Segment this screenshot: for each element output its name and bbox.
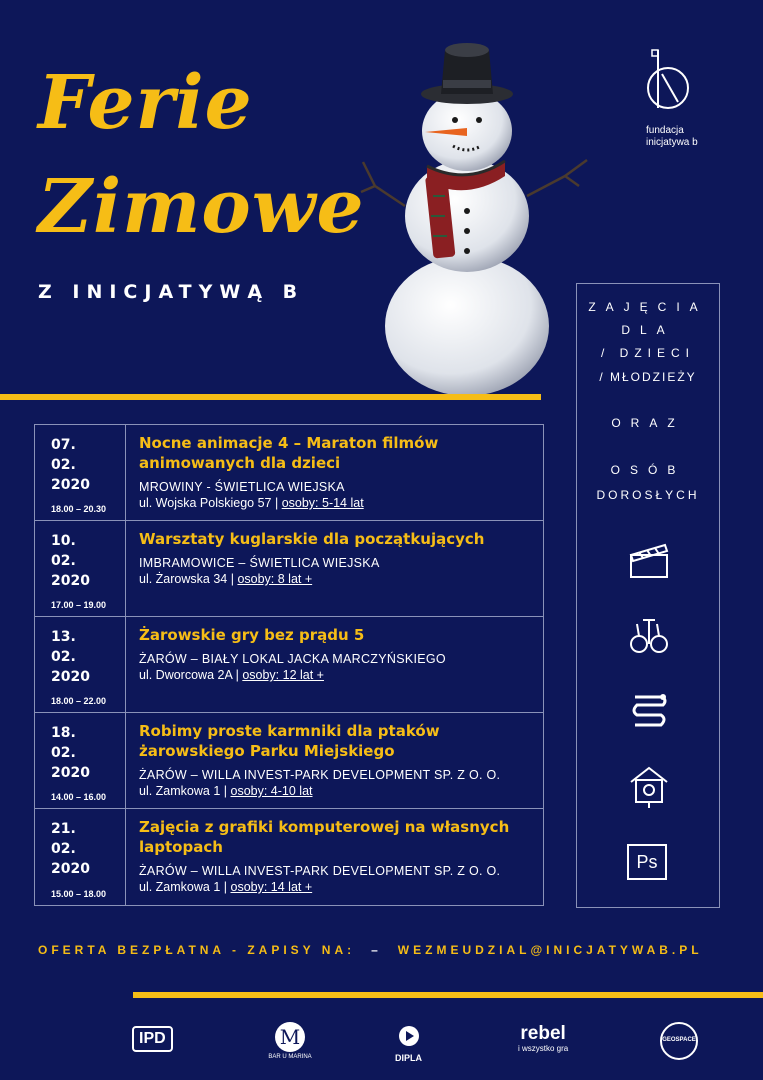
offer-text: OFERTA BEZPŁATNA - ZAPISY NA: [38, 943, 356, 957]
bar-u-marina-logo [268, 1022, 312, 1060]
rebel-logo [518, 1024, 568, 1053]
dipla-text: DIPLA [395, 1053, 422, 1063]
event-hours: 14.00 – 16.00 [51, 792, 107, 802]
rebel-subtext: i wszystko gra [518, 1044, 569, 1053]
event-name: Nocne animacje 4 – Maraton filmów animowanych dla dzieci [139, 434, 439, 472]
event-date [35, 425, 126, 520]
dipla-logo [395, 1024, 422, 1063]
event-address: ul. Wojska Polskiego 57 | [139, 496, 279, 510]
event-row [35, 521, 543, 617]
event-place: IMBRAMOWICE – ŚWIETLICA WIEJSKA [139, 556, 380, 570]
event-date [35, 617, 126, 712]
event-date [35, 713, 126, 808]
geospace-text: GEOSPACE [662, 1037, 696, 1043]
bar-name: BAR U MARINA [268, 1054, 312, 1060]
sidebar-text-mlodziezy: / MŁODZIEŻY [599, 370, 697, 384]
divider-bar-bottom [133, 992, 763, 998]
inicjatywa-b-logo-icon [638, 44, 698, 114]
event-info [126, 617, 543, 712]
offer-dash: – [371, 943, 382, 957]
event-age: osoby: 12 lat + [242, 668, 324, 682]
birdhouse-icon [627, 764, 671, 808]
event-address: ul. Zamkowa 1 | [139, 784, 228, 798]
title-ferie: Ferie [38, 60, 253, 146]
sidebar-text-zajecia: ZAJĘCIA [588, 300, 708, 314]
event-hours: 15.00 – 18.00 [51, 889, 107, 899]
snakes-board-game-icon [627, 689, 671, 733]
event-place: MROWINY - ŚWIETLICA WIEJSKA [139, 480, 345, 494]
event-name: Warsztaty kuglarskie dla początkujących [139, 530, 485, 548]
event-place: ŻARÓW – WILLA INVEST-PARK DEVELOPMENT SP. Z O. O. [139, 864, 501, 878]
event-row [35, 617, 543, 713]
sidebar-text-dla: DLA [621, 323, 675, 337]
event-hours: 18.00 – 20.30 [51, 504, 107, 514]
sidebar-text-dzieci: / DZIECI [600, 346, 695, 360]
event-month: 02. [51, 553, 76, 569]
event-year: 2020 [51, 669, 90, 685]
title-zimowe: Zimowe [38, 164, 365, 250]
event-year: 2020 [51, 573, 90, 589]
event-day: 21. [51, 821, 76, 837]
event-row [35, 809, 543, 905]
event-address: ul. Zamkowa 1 | [139, 880, 228, 894]
sidebar-text-osob: OSÓB [610, 463, 686, 477]
event-hours: 18.00 – 22.00 [51, 696, 107, 706]
footer-offer [38, 943, 703, 957]
event-month: 02. [51, 745, 76, 761]
event-day: 07. [51, 437, 76, 453]
event-date [35, 809, 126, 905]
snowman-illustration [355, 36, 595, 396]
events-table [34, 424, 544, 906]
event-day: 10. [51, 533, 76, 549]
event-age: osoby: 8 lat + [237, 572, 313, 586]
event-hours: 17.00 – 19.00 [51, 600, 107, 610]
event-age: osoby: 4-10 lat [230, 784, 313, 798]
logo-line1: fundacja [646, 125, 684, 136]
logo-line2: inicjatywa b [646, 137, 698, 148]
event-day: 13. [51, 629, 76, 645]
event-row [35, 713, 543, 809]
event-year: 2020 [51, 477, 90, 493]
event-address: ul. Dworcowa 2A | [139, 668, 239, 682]
event-info [126, 425, 543, 520]
subtitle: Z INICJATYWĄ B [38, 281, 305, 303]
sidebar-text-doroslych: DOROSŁYCH [596, 488, 700, 502]
signup-email-link[interactable]: WEZMEUDZIAL@INICJATYWAB.PL [397, 943, 703, 957]
dipla-icon [397, 1024, 421, 1048]
divider-bar-top [0, 394, 541, 400]
event-name: Zajęcia z grafiki komputerowej na własnych laptopach [139, 818, 510, 856]
event-month: 02. [51, 649, 76, 665]
event-year: 2020 [51, 765, 90, 781]
event-place: ŻARÓW – BIAŁY LOKAL JACKA MARCZYŃSKIEGO [139, 652, 446, 666]
event-name: Żarowskie gry bez prądu 5 [139, 626, 365, 644]
event-info [126, 809, 543, 905]
event-info [126, 521, 543, 616]
sidebar-text-oraz: ORAZ [611, 416, 685, 430]
audience-sidebar [576, 283, 720, 908]
geospace-logo [660, 1022, 698, 1060]
sponsor-logos [0, 1020, 763, 1063]
event-info [126, 713, 543, 808]
juggling-unicycle-icon [627, 614, 671, 658]
event-name: Robimy proste karmniki dla ptaków żarowskiego Parku Miejskiego [139, 722, 440, 760]
event-month: 02. [51, 457, 76, 473]
ipd-logo [132, 1026, 173, 1052]
bar-m-mark: M [275, 1022, 305, 1052]
event-place: ŻARÓW – WILLA INVEST-PARK DEVELOPMENT SP. Z O. O. [139, 768, 501, 782]
event-year: 2020 [51, 861, 90, 877]
photoshop-icon: Ps [627, 844, 667, 880]
event-month: 02. [51, 841, 76, 857]
event-age: osoby: 5-14 lat [281, 496, 364, 510]
event-age: osoby: 14 lat + [230, 880, 313, 894]
fundacja-logo [638, 44, 718, 149]
event-row [35, 425, 543, 521]
clapperboard-icon [627, 539, 671, 583]
rebel-text: rebel [520, 1023, 566, 1044]
ipd-logo-text: IPD [132, 1026, 173, 1052]
event-day: 18. [51, 725, 76, 741]
event-address: ul. Żarowska 34 | [139, 572, 234, 586]
event-date [35, 521, 126, 616]
